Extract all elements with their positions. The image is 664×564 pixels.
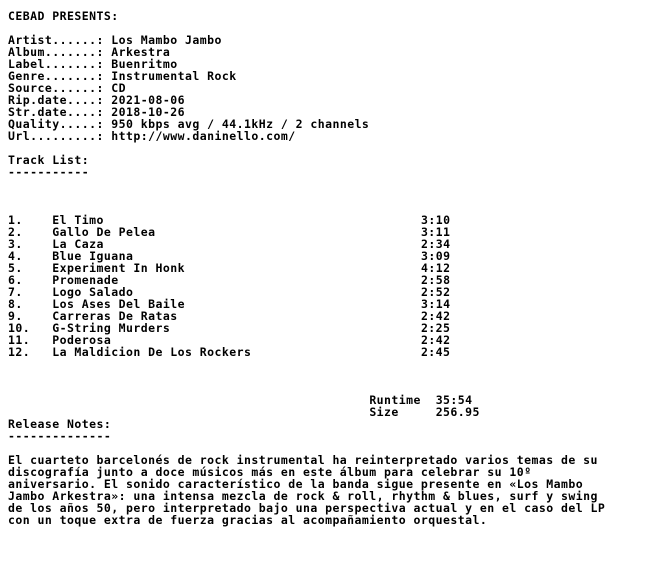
nfo-text [8,10,605,526]
track-number: 1. [8,213,23,227]
info-label: Album.......: [8,45,104,59]
info-value: Arkestra [111,45,171,59]
track-title: Gallo De Pelea [52,225,156,239]
track-title: G-String Murders [52,321,171,335]
runtime-value: 35:54 [435,393,473,407]
track-number: 2. [8,225,23,239]
info-label: Genre.......: [8,69,104,83]
track-time: 2:34 [420,237,451,251]
tracklist-heading: Track List: [8,153,90,167]
track-time: 2:42 [420,309,451,323]
track-number: 11. [8,333,31,347]
info-label: Rip.date....: [8,93,104,107]
track-number: 5. [8,261,23,275]
size-value: 256.95 [435,405,480,419]
track-time: 3:14 [420,297,451,311]
info-value: CD [111,81,126,95]
track-time: 2:58 [420,273,451,287]
info-value: Buenritmo [111,57,178,71]
track-time: 3:09 [420,249,451,263]
track-title: Experiment In Honk [52,261,185,275]
track-title: Carreras De Ratas [52,309,178,323]
info-value: Instrumental Rock [111,69,237,83]
track-title: Blue Iguana [52,249,134,263]
tracklist-underline: ----------- [8,165,90,179]
release-note-line: Jambo Arkestra»: una intensa mezcla de rock & roll, rhythm & blues, surf y swing [8,489,598,503]
info-value: http://www.daninello.com/ [111,129,296,143]
release-underline: -------------- [8,429,112,443]
track-time: 2:25 [420,321,451,335]
release-note-line: de los años 50, pero interpretado bajo una perspectiva actual y en el caso del LP [8,501,606,515]
track-title: Poderosa [52,333,112,347]
presenter-line: CEBAD PRESENTS: [8,9,119,23]
track-number: 7. [8,285,23,299]
track-title: Logo Salado [52,285,134,299]
track-time: 3:11 [420,225,451,239]
track-number: 6. [8,273,23,287]
info-label: Artist......: [8,33,104,47]
track-number: 3. [8,237,23,251]
track-number: 8. [8,297,23,311]
info-label: Source......: [8,81,104,95]
release-heading: Release Notes: [8,417,112,431]
track-time: 3:10 [420,213,451,227]
track-title: Los Ases Del Baile [52,297,185,311]
info-value: 2021-08-06 [111,93,185,107]
release-note-line: aniversario. El sonido característico de la banda sigue presente en «Los Mambo [8,477,584,491]
info-value: 2018-10-26 [111,105,185,119]
size-label: Size [369,405,399,419]
track-list [8,214,605,358]
track-title: La Maldicion De Los Rockers [52,345,252,359]
track-time: 2:45 [420,345,451,359]
track-title: Promenade [52,273,119,287]
track-time: 2:42 [420,333,451,347]
track-title: La Caza [52,237,104,251]
info-label: Str.date....: [8,105,104,119]
info-label: Label.......: [8,57,104,71]
track-title: El Timo [52,213,104,227]
info-value: 950 kbps avg / 44.1kHz / 2 channels [111,117,370,131]
info-url [8,130,605,142]
release-note-line: discografía junto a doce músicos más en este álbum para celebrar su 10º [8,465,532,479]
track-number: 4. [8,249,23,263]
track-number: 12. [8,345,31,359]
release-note-line: con un toque extra de fuerza gracias al acompañamiento orquestal. [8,513,488,527]
track-time: 4:12 [420,261,451,275]
track-row [8,346,605,358]
track-number: 10. [8,321,31,335]
release-note-line: El cuarteto barcelonés de rock instrumental ha reinterpretado varios temas de su [8,453,598,467]
track-time: 2:52 [420,285,451,299]
runtime-label: Runtime [369,393,421,407]
track-number: 9. [8,309,23,323]
info-label: Url.........: [8,129,104,143]
info-value: Los Mambo Jambo [111,33,222,47]
info-label: Quality.....: [8,117,104,131]
